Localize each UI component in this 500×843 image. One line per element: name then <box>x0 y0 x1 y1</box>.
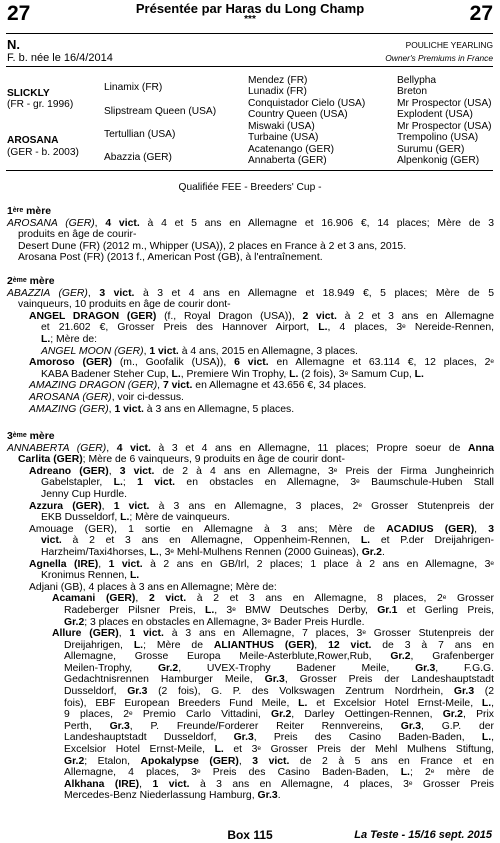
horse-birth: F. b. née le 16/4/2014 <box>7 52 113 64</box>
third-dam-line: Allure (GER), 1 vict. à 3 ans en Allemagne, 7 places, 3e Grosser Stutenpreis der <box>52 628 494 640</box>
third-dam-line: Adjani (GB), 4 places à 3 ans en Allemagne; Mère de: <box>29 581 277 593</box>
second-dam-line: Amoroso (GER) (m., Goofalik (USA)), 6 vict. en Allemagne et 63.114 €, 12 places, 2e <box>29 357 494 369</box>
third-dam-line: Jenny Cup Hurdle. <box>41 488 128 500</box>
gen4-2: Breton <box>397 86 428 97</box>
third-dam-line: Carlita (GER); Mère de 6 vainqueurs, 9 produits en âge de courir dont- <box>18 454 345 466</box>
first-dam-heading: 1ère mère <box>7 206 52 217</box>
premium-note: Owner's Premiums in France <box>385 53 493 63</box>
third-dam-line: Gabelstapler, L.; 1 vict. en obstacles en Allemagne, 3e Baumschule-Huben Stall <box>41 477 494 489</box>
gen3-8: Annaberta (GER) <box>248 155 327 166</box>
third-dam-line: Kronimus Rennen, L. <box>41 570 140 582</box>
second-dam-line: KABA Badener Steher Cup, L., Premiere Win Trophy, L. (2 fois), 3e Samum Cup, L. <box>41 368 424 380</box>
gen4-3: Mr Prospector (USA) <box>397 98 492 109</box>
stars: *** <box>244 14 256 25</box>
qualification-note: Qualifiée FEE - Breeders' Cup - <box>178 182 322 193</box>
consignor-title: Présentée par Haras du Long Champ <box>135 1 365 16</box>
second-dam-line: AROSANA (GER), voir ci-dessus. <box>29 391 184 403</box>
first-dam-line: Desert Dune (FR) (2012 m., Whipper (USA)), 2 places en France à 2 et 3 ans, 2015. <box>18 240 407 252</box>
second-dam-line: ABAZZIA (GER), 3 vict. à 3 et 4 ans en Allemagne et 18.949 €, 5 places; Mère de 5 <box>7 287 494 299</box>
gen3-7: Acatenango (GER) <box>248 144 335 155</box>
third-dam-line: Acamani (GER), 2 vict. à 2 et 3 ans en Allemagne, 8 places, 2e Grosser <box>52 593 494 605</box>
third-dam-line: 9 places, 2e Premio Carlo Vittadini, Gr.2, Darley Oettingen-Rennen, Gr.2, Prix <box>64 709 494 721</box>
header-divider <box>6 33 493 34</box>
second-dam-line: vainqueurs, 10 produits en âge de courir dont- <box>18 299 231 311</box>
third-dam-section <box>7 431 494 802</box>
pedigree-bottom-divider <box>6 170 493 171</box>
gen4-1: Bellypha <box>397 75 437 86</box>
first-dam-line: produits en âge de courir- <box>18 229 137 241</box>
third-dam-line: vict. à 2 et 3 ans en Allemagne, Oppenheim-Rennen, L. et P.der Dreijahrigen- <box>41 535 494 547</box>
gen3-3: Conquistador Cielo (USA) <box>248 98 366 109</box>
third-dam-heading: 3ème mère <box>7 431 55 442</box>
first-dam-line: Arosana Post (FR) (2013 f., American Post (GB), à l'entraînement. <box>18 252 323 264</box>
gen3-1: Mendez (FR) <box>248 75 308 86</box>
second-dam-line: AMAZING (GER), 1 vict. à 3 ans en Allemagne, 5 places. <box>29 403 295 415</box>
third-dam-line: Landeshauptstadt Dusseldorf, Gr.3, Preis des Casino Baden-Baden, L., <box>64 732 495 744</box>
first-dam-section <box>7 206 494 264</box>
third-dam-line: Alkhana (IRE), 1 vict. à 3 ans en Allemagne, 4 places, 3e Grosser Preis <box>64 778 494 790</box>
third-dam-line: Dusseldorf, Gr.3 (2 fois), G. P. des Volkswagen Zentrum Nordrhein, Gr.3 (2 <box>64 686 494 698</box>
third-dam-line: Gedachtnisrennen Hamburger Meile, Gr.3, Grosser Preis der Landeshauptstadt <box>64 674 494 686</box>
horse-name: N. <box>7 37 20 52</box>
third-dam-line: Amouage (GER), 1 sortie en Allemagne à 3 ans; Mère de ACADIUS (GER), 3 <box>29 523 494 535</box>
gen2-1: Linamix (FR) <box>104 82 163 93</box>
gen2-3: Tertullian (USA) <box>104 129 176 140</box>
gen2-4: Abazzia (GER) <box>104 152 172 163</box>
third-dam-line: Harzheim/Taxi4horses, L., 3e Mehl-Mulhens Rennen (2000 Guineas), Gr.2. <box>41 546 385 558</box>
gen4-8: Alpenkonig (GER) <box>397 155 480 166</box>
third-dam-line: Allemagne, Grosse Europa Meile-Asterblute,Rower,Rub, Gr.2, Grafenberger <box>64 651 494 663</box>
gen4-6: Trempolino (USA) <box>397 132 479 143</box>
third-dam-line: Mercedes-Benz Niederlassung Hamburg, Gr.3. <box>64 790 281 802</box>
third-dam-line: EKB Dusseldorf, L.; Mère de vainqueurs. <box>41 512 230 524</box>
third-dam-line: Meilen-Trophy, Gr.2, UVEX-Trophy Badener Meile, Gr.3, F.G.G. <box>64 662 495 674</box>
third-dam-line: Dreijahrigen, L.; Mère de ALIANTHUS (GER), 12 vict. de 3 à 7 ans en <box>64 639 494 651</box>
third-dam-line: Gr.2; Etalon, Apokalypse (GER), 3 vict. de 2 à 5 ans en France et en <box>64 755 494 767</box>
third-dam-line: ANNABERTA (GER), 4 vict. à 3 et 4 ans en Allemagne, 11 places; Propre soeur de Anna <box>7 442 494 454</box>
second-dam-line: L.; Mère de: <box>41 333 98 345</box>
dam-info: (GER - b. 2003) <box>7 147 79 158</box>
third-dam-line: Agnella (IRE), 1 vict. à 2 ans en GB/Irl, 2 places; 1 place à 2 ans en Allemagne, 3e <box>29 558 494 570</box>
third-dam-line: Perth, Gr.3, P. Freunde/Forderer Reiter Rennvereins, Gr.3, G.P. der <box>64 720 495 732</box>
second-dam-heading: 2ème mère <box>7 276 55 287</box>
gen3-4: Country Queen (USA) <box>248 109 348 120</box>
pedigree-top-divider <box>6 66 493 67</box>
third-dam-line: Gr.2; 3 places en obstacles en Allemagne, 3e Bader Preis Hurdle. <box>64 616 365 628</box>
lot-number-right: 27 <box>469 2 493 25</box>
third-dam-line: fois), EBF European Breeders Fund Meile, L. et Excelsior Hotel Ernst-Meile, L., <box>64 697 495 709</box>
sale-venue: La Teste - 15/16 sept. 2015 <box>354 829 492 841</box>
lot-number-left: 27 <box>7 2 31 25</box>
second-dam-line: AMAZING DRAGON (GER), 7 vict. en Allemagne et 43.656 €, 34 places. <box>29 380 367 392</box>
third-dam-line: Allemagne, 4 places, 3e Preis des Casino Baden-Baden, L.; 2e mère de <box>64 767 494 779</box>
second-dam-line: ANGEL DRAGON (GER) (f., Royal Dragon (USA)), 2 vict. à 2 et 3 ans en Allemagne <box>29 310 494 322</box>
horse-category: POULICHE YEARLING <box>405 40 493 50</box>
first-dam-line: AROSANA (GER), 4 vict. à 4 et 5 ans en Allemagne et 16.906 €, 14 places; Mère de 3 <box>7 217 494 229</box>
gen2-2: Slipstream Queen (USA) <box>104 106 217 117</box>
gen3-6: Turbaine (USA) <box>248 132 319 143</box>
box-number: Box 115 <box>227 828 273 842</box>
gen4-5: Mr Prospector (USA) <box>397 121 492 132</box>
third-dam-line: Excelsior Hotel Ernst-Meile, L. et 3e Grosser Preis der Mehl Mulhens Stiftung, <box>64 744 495 756</box>
gen4-7: Surumu (GER) <box>397 144 465 155</box>
third-dam-line: Radeberger Pilsner Preis, L., 3e BMW Deutsches Derby, Gr.1 et Gerling Preis, <box>64 604 494 616</box>
second-dam-section <box>7 276 494 415</box>
second-dam-line: ANGEL MOON (GER), 1 vict. à 4 ans, 2015 en Allemagne, 3 places. <box>41 345 358 357</box>
third-dam-line: Azzura (GER), 1 vict. à 3 ans en Allemagne, 3 places, 2e Grosser Stutenpreis der <box>29 500 494 512</box>
dam-name: AROSANA <box>7 135 59 146</box>
gen3-2: Lunadix (FR) <box>248 86 307 97</box>
sire-name: SLICKLY <box>7 88 50 99</box>
gen3-5: Miswaki (USA) <box>248 121 315 132</box>
gen4-4: Explodent (USA) <box>397 109 473 120</box>
third-dam-line: Adreano (GER), 3 vict. de 2 à 4 ans en Allemagne, 3e Preis der Firma Jungheinrich <box>29 465 494 477</box>
sire-info: (FR - gr. 1996) <box>7 99 74 110</box>
second-dam-line: et 21.602 €, Grosser Preis des Hannover Airport, L., 4 places, 3e Nereide-Rennen, <box>41 322 494 334</box>
